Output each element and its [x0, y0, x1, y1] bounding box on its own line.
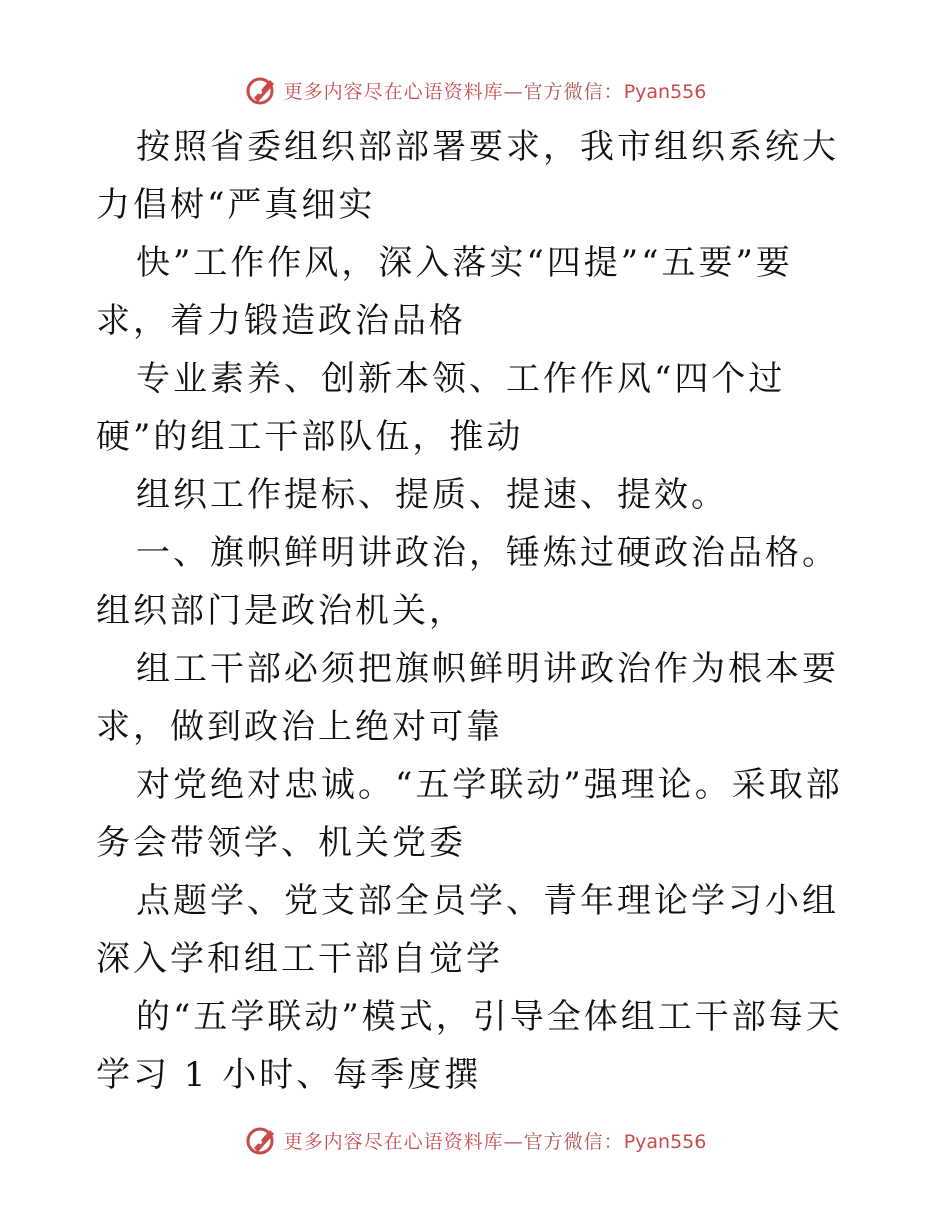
watermark-official-label: 官方微信：	[523, 1130, 624, 1153]
header-watermark	[0, 68, 950, 112]
pen-nib-circle-icon	[244, 72, 280, 108]
watermark-site-name: 更多内容尽在心语资料库	[283, 1130, 504, 1153]
paragraph: 点题学、党支部全员学、青年理论学习小组深入学和组工干部自觉学	[96, 881, 839, 979]
paragraph: 对党绝对忠诚。“五学联动”强理论。采取部务会带领学、机关党委	[96, 765, 843, 863]
watermark-official-label: 官方微信：	[523, 80, 624, 103]
watermark-handle: Pyan556	[623, 1130, 707, 1153]
paragraph: 组工干部必须把旗帜鲜明讲政治作为根本要求，做到政治上绝对可靠	[96, 649, 839, 747]
watermark-handle: Pyan556	[623, 80, 707, 103]
document-body	[96, 118, 856, 1104]
watermark-text	[284, 1127, 707, 1154]
watermark-dash: —	[503, 1130, 524, 1153]
paragraph: 按照省委组织部部署要求，我市组织系统大力倡树“严真细实	[96, 127, 839, 225]
watermark-text	[284, 77, 707, 104]
watermark-site-name: 更多内容尽在心语资料库	[283, 80, 504, 103]
paragraph: 的“五学联动”模式，引导全体组工干部每天学习 1 小时、每季度撰	[96, 997, 843, 1095]
pen-nib-circle-icon	[244, 1122, 280, 1158]
paragraph: 快”工作作风，深入落实“四提”“五要”要求，着力锻造政治品格	[96, 243, 793, 341]
watermark-dash: —	[503, 80, 524, 103]
paragraph: 组织工作提标、提质、提速、提效。	[136, 475, 728, 515]
paragraph: 专业素养、创新本领、工作作风“四个过硬”的组工干部队伍，推动	[96, 359, 786, 457]
footer-watermark	[0, 1118, 950, 1162]
paragraph: 一、旗帜鲜明讲政治，锤炼过硬政治品格。组织部门是政治机关，	[96, 533, 839, 631]
